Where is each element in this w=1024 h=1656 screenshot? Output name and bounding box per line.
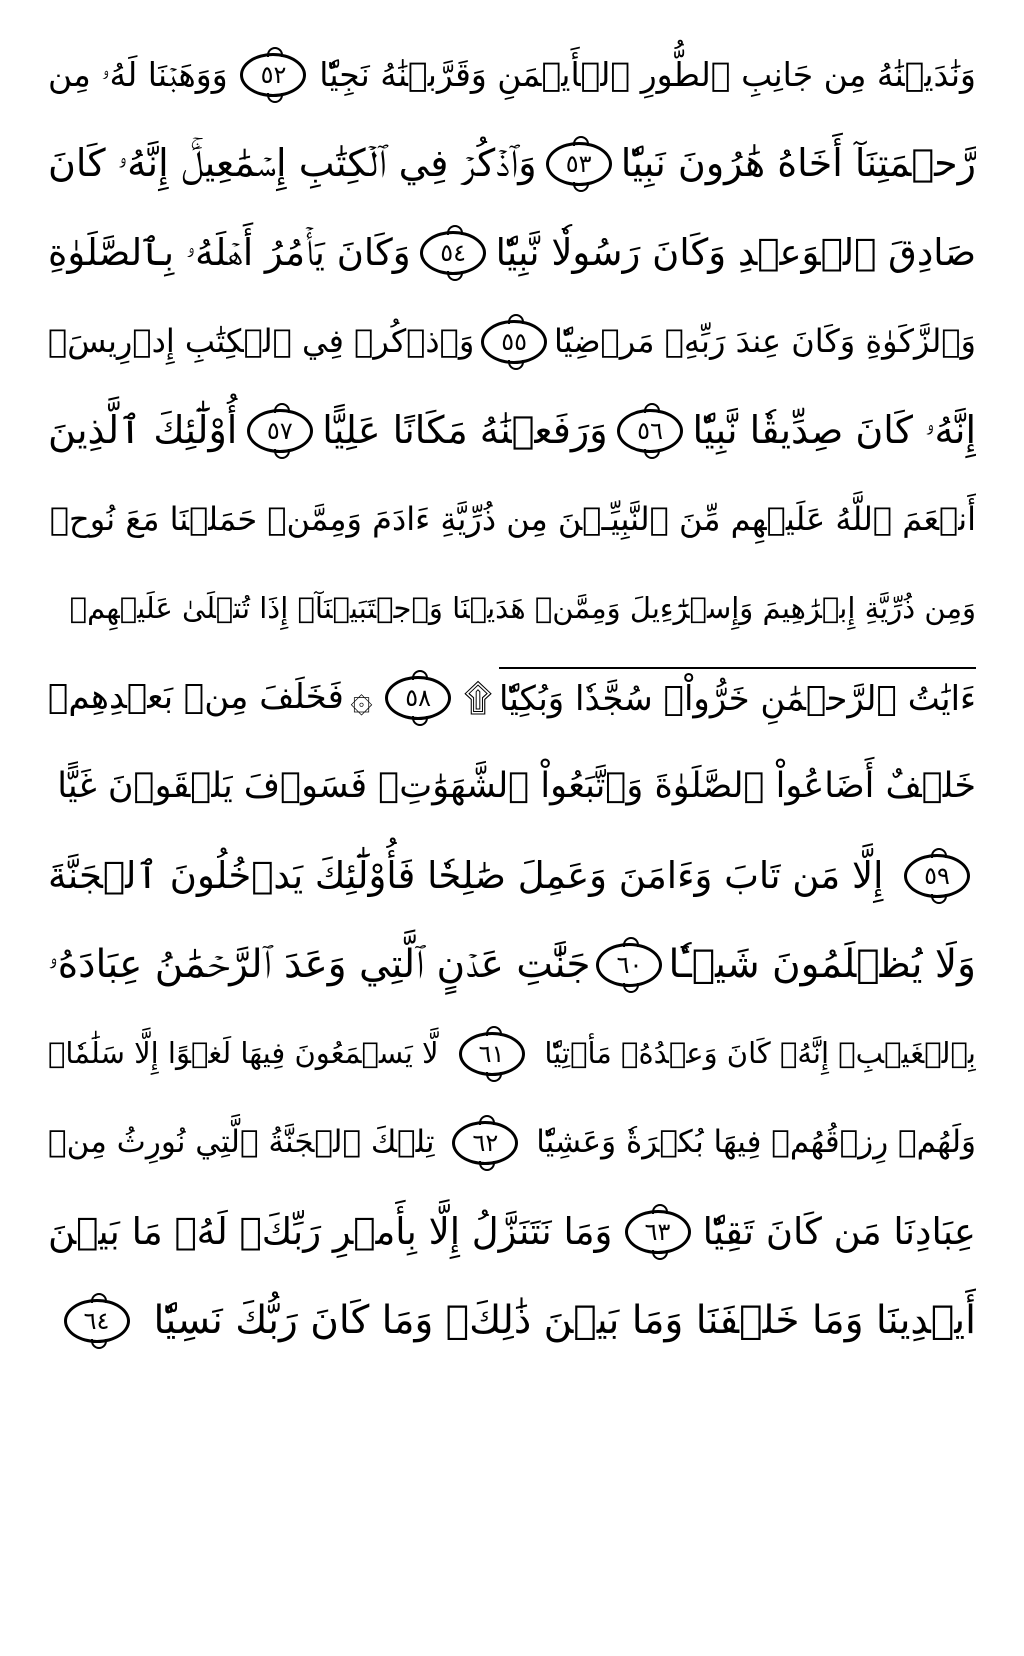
verse-text: وَوَهَبۡنَا لَهُۥ مِن [48,55,228,94]
ayah-number-marker: ٦٣ [625,1210,691,1254]
sajdah-mark-icon: ۩ [463,675,493,720]
verse-text: وَٱذۡكُرۡ فِي ٱلۡكِتَٰبِ إِدۡرِيسَۚ [48,322,475,360]
text-line-8 [48,653,976,742]
verse-text: وَٱلزَّكَوٰةِ وَكَانَ عِندَ رَبِّهِۦ مَرۡضِيّٗا [553,322,976,360]
verse-text: وَٱذۡكُرۡ فِي ٱلۡكِتَٰبِ إِسۡمَٰعِيلَۚ إِنَّهُۥ كَانَ [48,141,537,185]
verse-text: رَّحۡمَتِنَآ أَخَاهُ هَٰرُونَ نَبِيّٗا [620,141,976,185]
text-line-2 [48,119,976,208]
verse-text: فَخَلَفَ مِنۢ بَعۡدِهِمۡ [48,677,344,717]
text-line-3 [48,208,976,297]
ayah-number-marker: ٥٣ [546,142,612,186]
ayah-number-marker: ٥٤ [420,231,486,275]
verse-text: أُوْلَٰٓئِكَ ٱلَّذِينَ [48,408,238,452]
text-line-11 [48,920,976,1009]
text-line-12 [48,1009,976,1098]
text-line-15 [48,1276,976,1365]
verse-text: تِلۡكَ ٱلۡجَنَّةُ ٱلَّتِي نُورِثُ مِنۡ [48,1124,435,1160]
verse-text: لَّا يَسۡمَعُونَ فِيهَا لَغۡوًا إِلَّا سَلَٰمٗاۖ [48,1036,439,1070]
ayah-number-marker: ٥٧ [247,409,313,453]
verse-text: وَلَا يُظۡلَمُونَ شَيۡـٔٗا [668,942,976,987]
verse-text: خَلۡفٌ أَضَاعُواْ ٱلصَّلَوٰةَ وَٱتَّبَعُواْ ٱلشَّهَوَٰتِۖ فَسَوۡفَ يَلۡقَوۡنَ غَيًّا [57,766,976,806]
hizb-quarter-icon: ۞ [350,675,373,720]
verse-text: وَرَفَعۡنَٰهُ مَكَانًا عَلِيًّا [322,408,608,452]
ayah-number-marker: ٥٢ [240,53,306,97]
verse-text: أَنۡعَمَ ٱللَّهُ عَلَيۡهِم مِّنَ ٱلنَّبِيِّـۧنَ مِن ذُرِّيَّةِ ءَادَمَ وَمِمَّنۡ حَمَلۡنَا مَعَ نُوحٖ [49,500,976,538]
text-line-13 [48,1098,976,1187]
text-line-6 [48,475,976,564]
text-line-1 [48,30,976,119]
verse-text: جَنَّٰتِ عَدۡنٍ ٱلَّتِي وَعَدَ ٱلرَّحۡمَٰنُ عِبَادَهُۥ [48,942,591,987]
verse-text: بِٱلۡغَيۡبِۚ إِنَّهُۥ كَانَ وَعۡدُهُۥ مَأۡتِيّٗا [544,1036,976,1070]
text-line-7 [48,564,976,653]
ayah-number-marker: ٥٩ [904,854,970,898]
ayah-number-marker: ٥٦ [617,409,683,453]
text-line-14 [48,1187,976,1276]
verse-text: وَمَا نَتَنَزَّلُ إِلَّا بِأَمۡرِ رَبِّكَۖ لَهُۥ مَا بَيۡنَ [48,1210,613,1253]
verse-text: وَنَٰدَيۡنَٰهُ مِن جَانِبِ ٱلطُّورِ ٱلۡأَيۡمَنِ وَقَرَّبۡنَٰهُ نَجِيّٗا [319,55,976,94]
verse-text: إِنَّهُۥ كَانَ صِدِّيقٗا نَّبِيّٗا [692,408,976,452]
ayah-number-marker: ٦٤ [64,1299,130,1343]
ayah-number-marker: ٥٥ [481,320,547,364]
text-line-5 [48,386,976,475]
text-line-9 [48,742,976,831]
verse-text: وَكَانَ يَأۡمُرُ أَهۡلَهُۥ بِٱلصَّلَوٰةِ [48,231,411,274]
verse-text: وَمِن ذُرِّيَّةِ إِبۡرَٰهِيمَ وَإِسۡرَٰٓءِيلَ وَمِمَّنۡ هَدَيۡنَا وَٱجۡتَبَيۡنَآۚ إِذَا تُتۡلَىٰ عَلَيۡهِمۡ [69,591,976,625]
verse-text: أَيۡدِينَا وَمَا خَلۡفَنَا وَمَا بَيۡنَ ذَٰلِكَۚ وَمَا كَانَ رَبُّكَ نَسِيّٗا [153,1298,976,1343]
verse-text: عِبَادِنَا مَن كَانَ تَقِيّٗا [702,1210,976,1253]
verse-text: صَادِقَ ٱلۡوَعۡدِ وَكَانَ رَسُولٗا نَّبِيّٗا [495,231,976,274]
text-line-10 [48,831,976,920]
verse-text: إِلَّا مَن تَابَ وَءَامَنَ وَعَمِلَ صَٰلِحٗا فَأُوْلَٰٓئِكَ يَدۡخُلُونَ ٱلۡجَنَّةَ [48,854,884,897]
ayah-number-marker: ٦٠ [596,943,662,987]
verse-text: ءَايَٰتُ ٱلرَّحۡمَٰنِ خَرُّواْۤ سُجَّدٗا وَبُكِيّٗا [499,667,976,729]
verse-text: وَلَهُمۡ رِزۡقُهُمۡ فِيهَا بُكۡرَةٗ وَعَشِيّٗا [536,1124,976,1160]
ayah-number-marker: ٦٢ [452,1121,518,1165]
mushaf-page [48,30,976,1630]
ayah-number-marker: ٥٨ [385,676,451,720]
text-line-4 [48,297,976,386]
ayah-number-marker: ٦١ [459,1032,525,1076]
